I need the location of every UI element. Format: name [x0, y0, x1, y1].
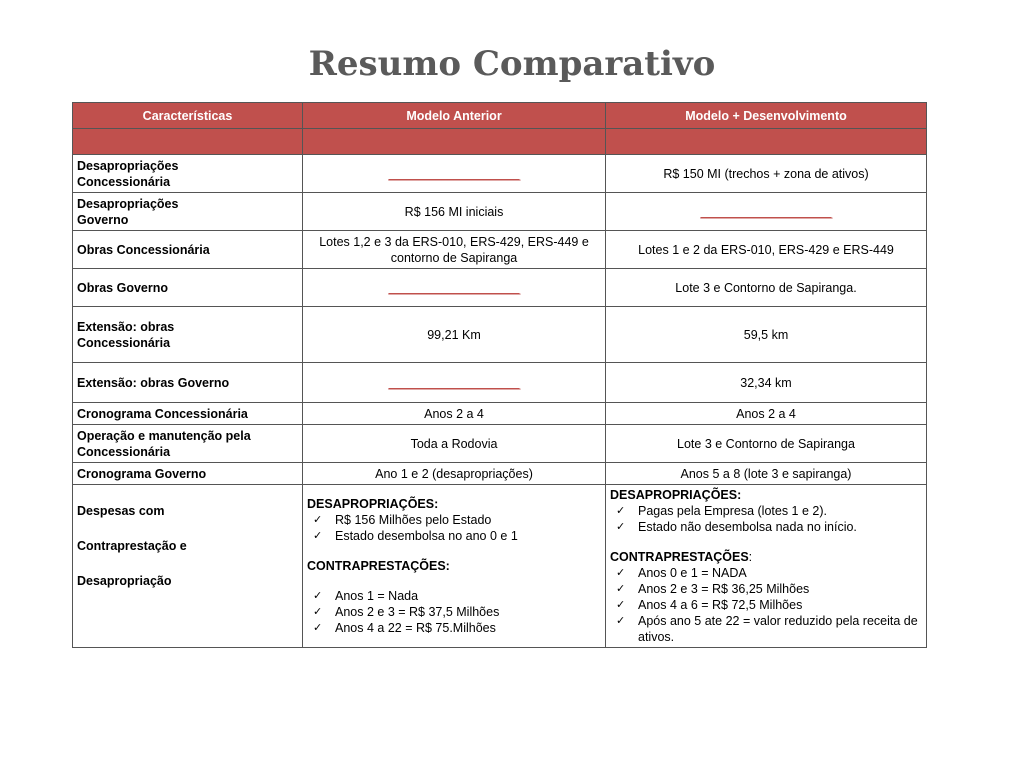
list-item: ✓ Anos 2 e 3 = R$ 36,25 Milhões [616, 582, 810, 596]
empty-dash: ______________________ [388, 280, 520, 295]
row-feature: Extensão: obras Concessionária [73, 307, 303, 363]
list-item: ✓ Anos 4 a 22 = R$ 75.Milhões [313, 621, 496, 635]
header-modelo-anterior: Modelo Anterior [303, 103, 606, 129]
row-feature: Cronograma Concessionária [73, 403, 303, 425]
check-icon: ✓ [616, 520, 626, 533]
table-row [73, 155, 927, 193]
row-novo: Lotes 1 e 2 da ERS-010, ERS-429 e ERS-449 [606, 231, 927, 269]
row-novo: 32,34 km [606, 363, 927, 403]
row-feature: Obras Governo [73, 269, 303, 307]
contra-head-wrap: CONTRAPRESTAÇÕES: [610, 550, 753, 564]
row-anterior: Lotes 1,2 e 3 da ERS-010, ERS-429, ERS-449 e contorno de Sapiranga [303, 231, 606, 269]
row-anterior [303, 155, 606, 193]
desap-head: DESAPROPRIAÇÕES: [610, 488, 742, 502]
row-feature: Operação e manutenção pela Concessionária [73, 425, 303, 463]
header-row [73, 103, 927, 129]
table-row [73, 403, 927, 425]
check-icon: ✓ [313, 513, 323, 526]
row-feature: Extensão: obras Governo [73, 363, 303, 403]
table-row [73, 463, 927, 485]
list-item: ✓ Estado não desembolsa nada no início. [616, 520, 857, 534]
check-icon: ✓ [616, 504, 626, 517]
row-novo: R$ 150 MI (trechos + zona de ativos) [606, 155, 927, 193]
row-anterior: 99,21 Km [303, 307, 606, 363]
list-item: ✓ Estado desembolsa no ano 0 e 1 [313, 529, 518, 543]
check-icon: ✓ [313, 589, 323, 602]
empty-dash: ______________________ [388, 166, 520, 181]
row-feature: Desapropriações Concessionária [73, 155, 303, 193]
row-novo: Lote 3 e Contorno de Sapiranga. [606, 269, 927, 307]
table-row [73, 363, 927, 403]
row-anterior [303, 269, 606, 307]
row-anterior: Anos 2 a 4 [303, 403, 606, 425]
table-row [73, 231, 927, 269]
list-item: ✓ Anos 4 a 6 = R$ 72,5 Milhões [616, 598, 803, 612]
despesas-row [73, 485, 927, 648]
empty-dash: ______________________ [388, 375, 520, 390]
list-item: ✓ R$ 156 Milhões pelo Estado [313, 513, 492, 527]
list-item: ✓ Pagas pela Empresa (lotes 1 e 2). [616, 504, 827, 518]
empty-dash: ______________________ [700, 204, 832, 219]
list-item: ✓ Anos 2 e 3 = R$ 37,5 Milhões [313, 605, 500, 619]
desap-list [610, 503, 922, 535]
list-item: ✓ Anos 0 e 1 = NADA [616, 566, 747, 580]
check-icon: ✓ [616, 582, 626, 595]
row-novo [606, 193, 927, 231]
header-modelo-desenvolvimento: Modelo + Desenvolvimento [606, 103, 927, 129]
check-icon: ✓ [616, 614, 626, 627]
row-novo: Anos 2 a 4 [606, 403, 927, 425]
header-spacer-row [73, 129, 927, 155]
table-row [73, 307, 927, 363]
table-row [73, 269, 927, 307]
row-anterior: Toda a Rodovia [303, 425, 606, 463]
desap-list [307, 512, 601, 544]
row-anterior [303, 363, 606, 403]
contra-head: CONTRAPRESTAÇÕES [610, 550, 749, 564]
list-item: ✓ Após ano 5 ate 22 = valor reduzido pela receita de ativos. [616, 614, 918, 644]
despesas-anterior [303, 485, 606, 648]
comparison-table [72, 102, 927, 648]
check-icon: ✓ [313, 529, 323, 542]
row-anterior: Ano 1 e 2 (desapropriações) [303, 463, 606, 485]
despesas-feature: Despesas com Contraprestação e Desapropriação [73, 485, 303, 648]
row-novo: Anos 5 a 8 (lote 3 e sapiranga) [606, 463, 927, 485]
page-title: Resumo Comparativo [308, 44, 716, 84]
list-item: ✓ Anos 1 = Nada [313, 589, 419, 603]
check-icon: ✓ [616, 566, 626, 579]
row-anterior: R$ 156 MI iniciais [303, 193, 606, 231]
despesas-novo [606, 485, 927, 648]
contra-list [307, 588, 601, 636]
desap-head: DESAPROPRIAÇÕES: [307, 497, 439, 511]
check-icon: ✓ [616, 598, 626, 611]
contra-list [610, 565, 922, 645]
row-feature: Obras Concessionária [73, 231, 303, 269]
row-novo: Lote 3 e Contorno de Sapiranga [606, 425, 927, 463]
table-row [73, 425, 927, 463]
check-icon: ✓ [313, 621, 323, 634]
header-caracteristicas: Características [73, 103, 303, 129]
row-novo: 59,5 km [606, 307, 927, 363]
contra-head: CONTRAPRESTAÇÕES: [307, 559, 450, 573]
row-feature: Desapropriações Governo [73, 193, 303, 231]
table-row [73, 193, 927, 231]
row-feature: Cronograma Governo [73, 463, 303, 485]
check-icon: ✓ [313, 605, 323, 618]
